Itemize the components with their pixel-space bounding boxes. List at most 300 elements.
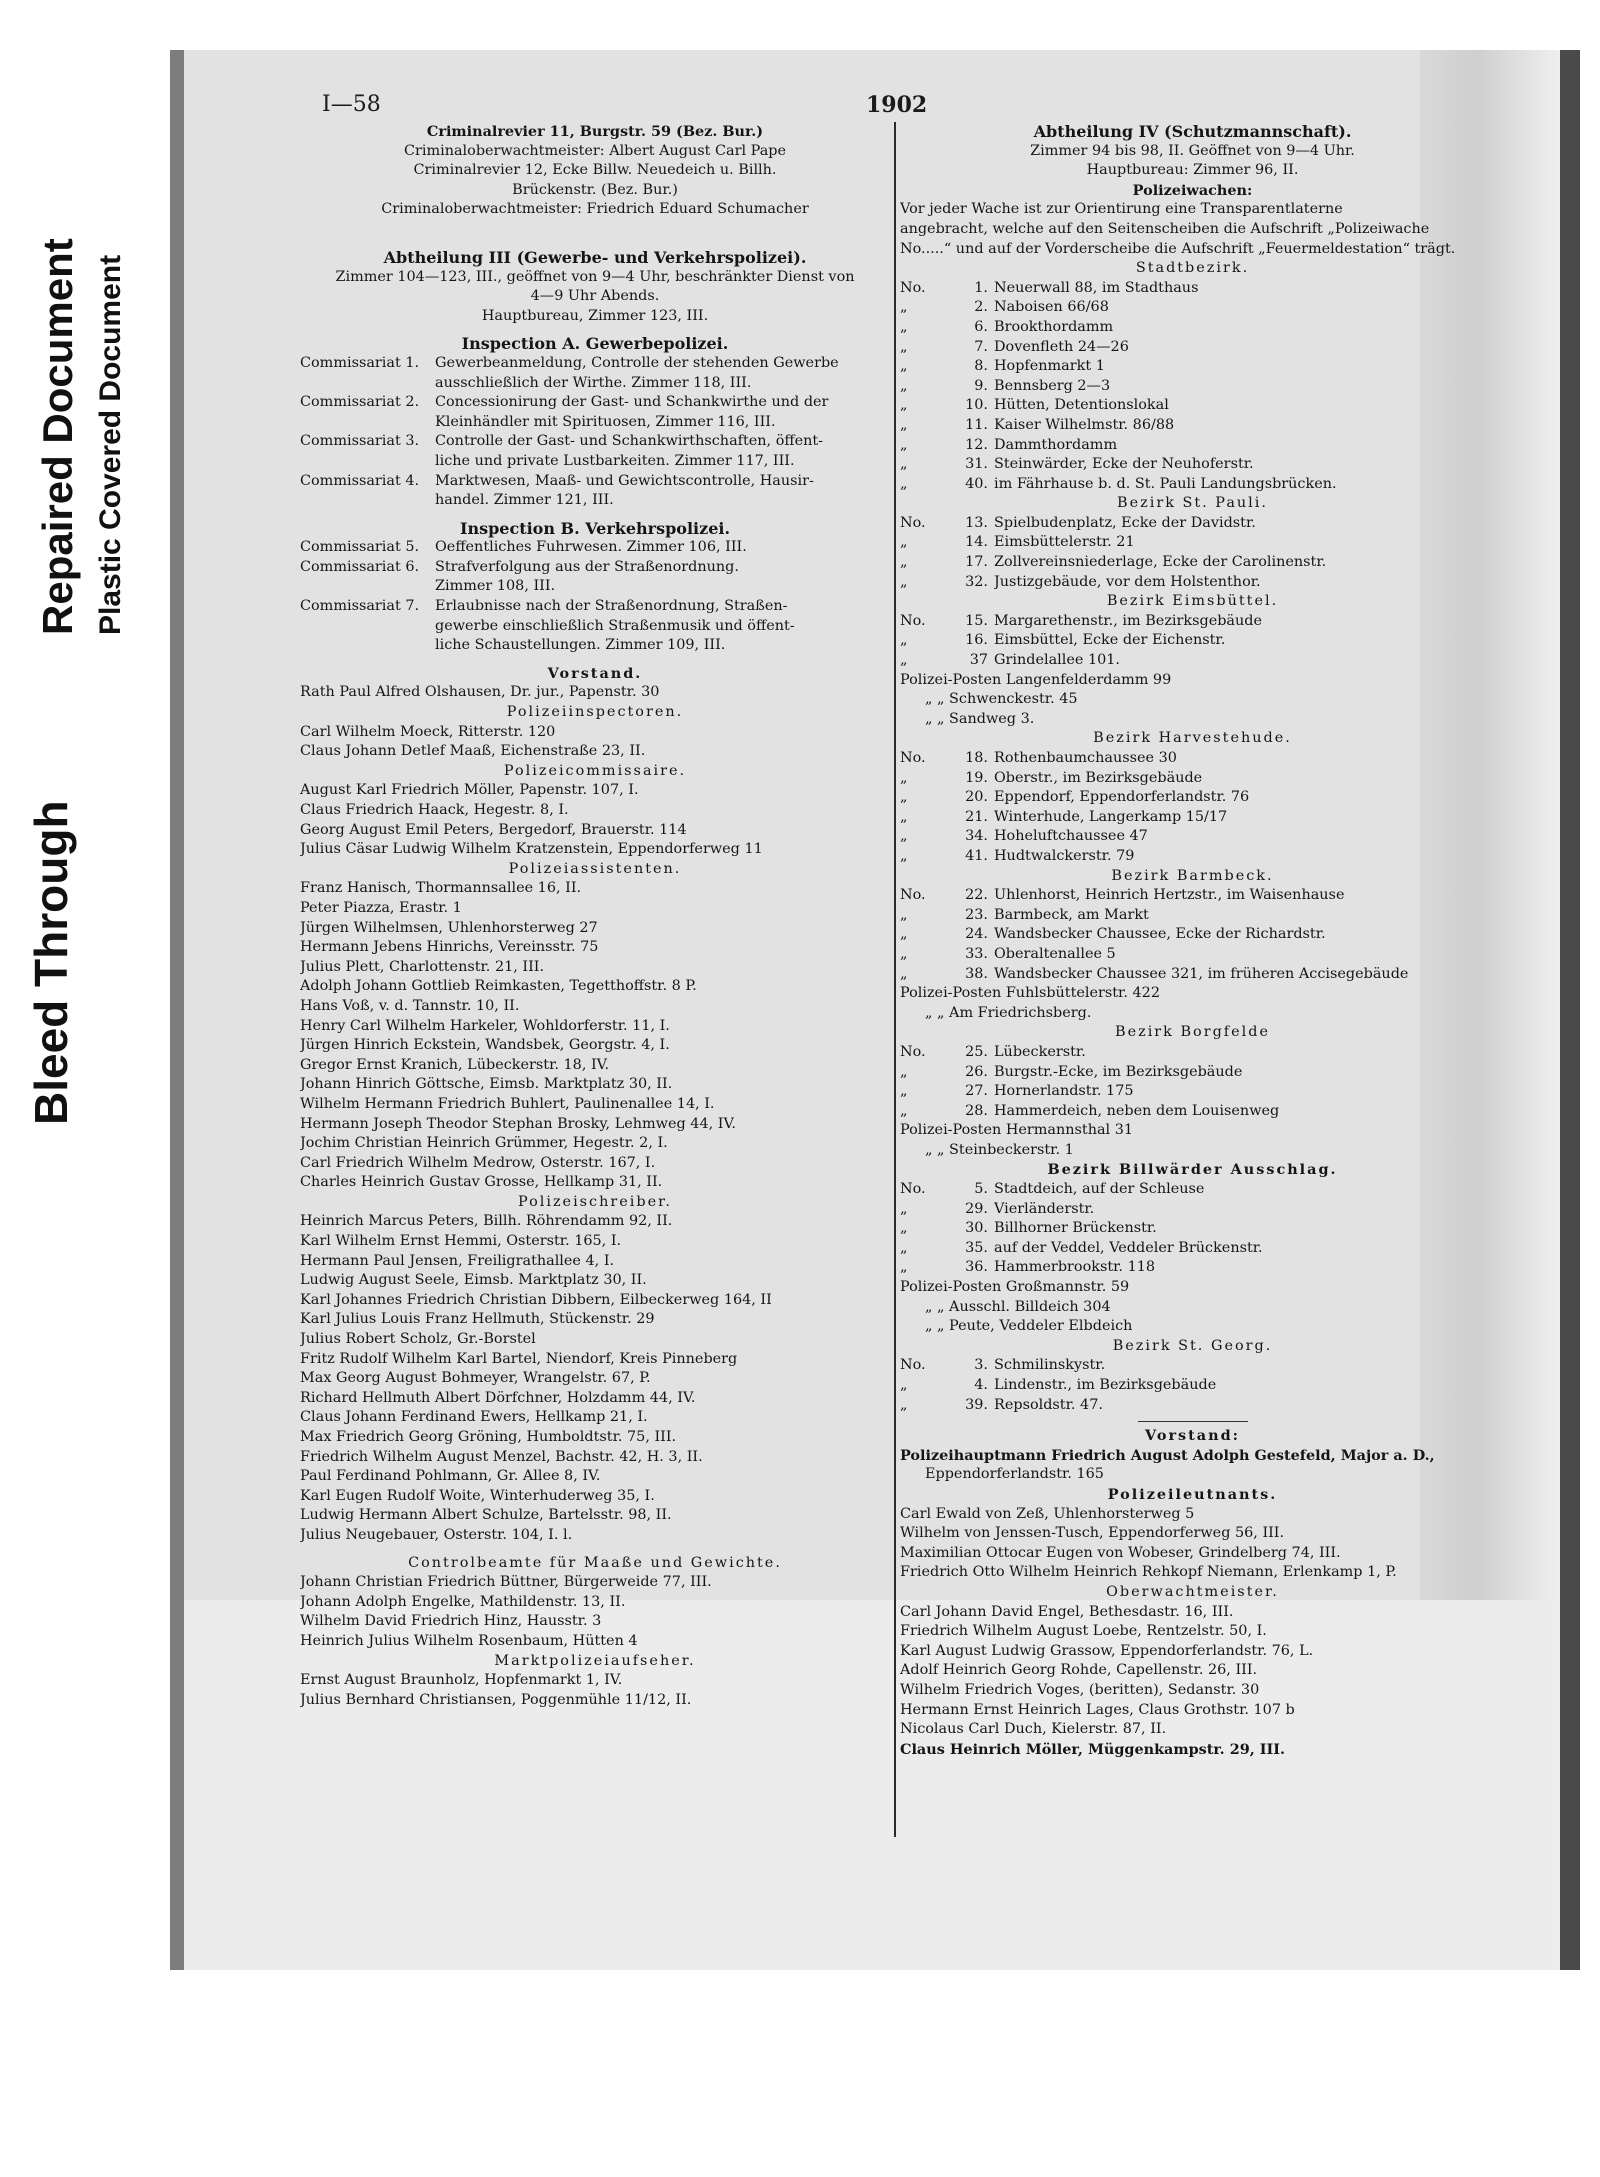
- station-prefix: „: [900, 377, 908, 394]
- commissariat-desc: Oeffentliches Fuhrwesen. Zimmer 106, III.: [435, 539, 747, 556]
- station-prefix: „: [900, 475, 908, 492]
- list-item: Wilhelm von Jenssen-Tusch, Eppendorferweg 56, III.: [900, 1525, 1285, 1542]
- station-prefix: „: [900, 926, 908, 943]
- station-number: 33.: [965, 945, 988, 962]
- section-heading: Polizeicommissaire.: [503, 762, 687, 779]
- text-line: Hauptbureau, Zimmer 123, III.: [481, 307, 709, 324]
- station-number: 26.: [965, 1063, 988, 1080]
- section-heading: Oberwachtmeister.: [1106, 1583, 1279, 1600]
- station-address: Hammerdeich, neben dem Louisenweg: [994, 1102, 1280, 1119]
- commissariat-desc: liche Schaustellungen. Zimmer 109, III.: [435, 637, 726, 654]
- commissariat-desc: Concessionirung der Gast- und Schankwirthe und der: [435, 394, 829, 411]
- station-address: Eimsbüttelerstr. 21: [994, 534, 1135, 551]
- list-item: Claus Johann Detlef Maaß, Eichenstraße 23, II.: [300, 743, 646, 760]
- station-number: 19.: [965, 769, 988, 786]
- list-item: [300, 452, 890, 472]
- station-number: 24.: [965, 926, 988, 943]
- station-prefix: „: [900, 1102, 908, 1119]
- section-heading: Controlbeamte für Maaße und Gewichte.: [408, 1554, 782, 1571]
- list-item: „ „ Steinbeckerstr. 1: [925, 1141, 1074, 1158]
- section-heading: Polizeileutnants.: [1107, 1485, 1278, 1503]
- list-item: [900, 436, 1485, 456]
- list-item: [900, 1258, 1485, 1278]
- list-item: [900, 1180, 1485, 1200]
- text-line: Vor jeder Wache ist zur Orientirung eine Transparentlaterne: [900, 201, 1343, 218]
- list-item: [900, 475, 1485, 495]
- list-item: „ „ Am Friedrichsberg.: [925, 1004, 1092, 1021]
- text-line: Criminalrevier 11, Burgstr. 59 (Bez. Bur.): [426, 123, 764, 140]
- list-item: Wilhelm Friedrich Voges, (beritten), Sedanstr. 30: [900, 1681, 1260, 1698]
- text-line: Polizeihauptmann Friedrich August Adolph Gestefeld, Major a. D.,: [900, 1446, 1435, 1464]
- list-item: Polizei-Posten Fuhlsbüttelerstr. 422: [900, 985, 1160, 1002]
- station-number: 1.: [974, 279, 988, 296]
- station-address: Hopfenmarkt 1: [994, 358, 1105, 375]
- list-item: Carl Friedrich Wilhelm Medrow, Osterstr. 167, I.: [300, 1154, 656, 1171]
- station-address: Lindenstr., im Bezirksgebäude: [994, 1377, 1217, 1393]
- text-line: Zimmer 94 bis 98, II. Geöffnet von 9—4 Uhr.: [1030, 142, 1355, 159]
- station-number: 9.: [974, 377, 988, 394]
- list-item: [900, 631, 1485, 651]
- list-item: Claus Heinrich Möller, Müggenkampstr. 29, III.: [900, 1740, 1285, 1758]
- station-address: Burgstr.-Ecke, im Bezirksgebäude: [994, 1063, 1243, 1080]
- section-heading: Polizeiassistenten.: [508, 860, 682, 877]
- station-address: Naboisen 66/68: [994, 299, 1109, 316]
- station-address: auf der Veddel, Veddeler Brückenstr.: [994, 1239, 1263, 1256]
- list-item: Karl Eugen Rudolf Woite, Winterhuderweg 35, I.: [300, 1487, 655, 1504]
- section-heading: Bezirk Barmbeck.: [1111, 867, 1274, 884]
- station-prefix: „: [900, 965, 908, 982]
- station-prefix: „: [900, 1083, 908, 1100]
- station-prefix: „: [900, 789, 908, 806]
- list-item: [300, 413, 890, 433]
- station-number: 16.: [965, 632, 988, 649]
- list-item: Jürgen Hinrich Eckstein, Wandsbek, Georgstr. 4, I.: [300, 1037, 670, 1054]
- section-heading: Bezirk St. Georg.: [1112, 1337, 1273, 1354]
- list-item: „ „ Peute, Veddeler Elbdeich: [925, 1318, 1133, 1335]
- section-heading: Marktpolizeiaufseher.: [494, 1652, 696, 1669]
- commissariat-desc: Kleinhändler mit Spirituosen, Zimmer 116, III.: [435, 413, 776, 430]
- list-item: Jürgen Wilhelmsen, Uhlenhorsterweg 27: [300, 919, 598, 936]
- list-item: Wilhelm David Friedrich Hinz, Hausstr. 3: [300, 1613, 602, 1630]
- station-number: 22.: [965, 887, 988, 904]
- list-item: [900, 1376, 1485, 1396]
- station-prefix: „: [900, 1377, 908, 1393]
- list-item: [900, 808, 1485, 828]
- station-address: Hoheluftchaussee 47: [994, 828, 1148, 845]
- list-item: Julius Neugebauer, Osterstr. 104, I. l.: [300, 1526, 573, 1543]
- list-item: [300, 558, 890, 578]
- station-number: 38.: [965, 965, 988, 982]
- commissariat-label: [300, 636, 435, 656]
- list-item: [300, 597, 890, 617]
- list-item: Claus Johann Ferdinand Ewers, Hellkamp 21, I.: [300, 1409, 648, 1426]
- list-item: [300, 577, 890, 597]
- station-prefix: No.: [900, 514, 926, 531]
- station-number: 29.: [965, 1200, 988, 1217]
- station-address: Hammerbrookstr. 118: [994, 1259, 1156, 1276]
- station-number: 32.: [965, 573, 988, 590]
- station-address: Bennsberg 2—3: [994, 377, 1111, 394]
- list-item: [900, 1063, 1485, 1083]
- list-item: Heinrich Marcus Peters, Billh. Röhrendamm 92, II.: [300, 1213, 673, 1230]
- list-item: Johann Adolph Engelke, Mathildenstr. 13, II.: [300, 1593, 626, 1610]
- list-item: Karl Wilhelm Ernst Hemmi, Osterstr. 165, I.: [300, 1233, 622, 1250]
- station-number: 21.: [965, 808, 988, 825]
- station-address: Billhorner Brückenstr.: [994, 1220, 1157, 1237]
- station-number: 8.: [974, 358, 988, 375]
- station-address: Eimsbüttel, Ecke der Eichenstr.: [994, 632, 1226, 649]
- section-heading: Bezirk St. Pauli.: [1117, 495, 1268, 512]
- station-number: 37: [969, 652, 988, 669]
- list-item: Karl August Ludwig Grassow, Eppendorferlandstr. 76, L.: [900, 1642, 1314, 1659]
- list-item: Polizei-Posten Langenfelderdamm 99: [900, 671, 1172, 688]
- list-item: Karl Johannes Friedrich Christian Dibbern, Eilbeckerweg 164, II: [300, 1291, 772, 1308]
- list-item: [900, 1219, 1485, 1239]
- commissariat-desc: Marktwesen, Maaß- und Gewichtscontrolle, Hausir-: [435, 472, 814, 489]
- list-item: Hans Voß, v. d. Tannstr. 10, II.: [300, 997, 520, 1014]
- text-line: Eppendorferlandstr. 165: [925, 1466, 1104, 1483]
- section-heading: Polizeischreiber.: [518, 1193, 672, 1210]
- station-prefix: No.: [900, 1043, 926, 1060]
- commissariat-label: [300, 491, 435, 511]
- list-item: [900, 396, 1485, 416]
- page-number: I—58: [322, 92, 381, 117]
- column-divider: [894, 122, 896, 1837]
- station-number: 4.: [974, 1377, 988, 1393]
- station-prefix: „: [900, 397, 908, 414]
- commissariat-label: Commissariat 5.: [300, 539, 420, 556]
- station-number: 35.: [965, 1239, 988, 1256]
- list-item: Fritz Rudolf Wilhelm Karl Bartel, Niendorf, Kreis Pinneberg: [300, 1350, 738, 1367]
- list-item: Claus Friedrich Haack, Hegestr. 8, I.: [300, 802, 569, 818]
- list-item: Adolf Heinrich Georg Rohde, Capellenstr. 26, III.: [900, 1662, 1258, 1679]
- station-prefix: „: [900, 1200, 908, 1217]
- scan-border-right: [1560, 50, 1580, 1970]
- list-item: Adolph Johann Gottlieb Reimkasten, Tegetthoffstr. 8 P.: [300, 978, 697, 995]
- list-item: [900, 827, 1485, 847]
- station-number: 23.: [965, 906, 988, 923]
- station-prefix: „: [900, 358, 908, 375]
- list-item: August Karl Friedrich Möller, Papenstr. 107, I.: [300, 782, 639, 799]
- station-address: Margarethenstr., im Bezirksgebäude: [994, 612, 1263, 629]
- station-number: 28.: [965, 1102, 988, 1119]
- label-bleed-through: Bleed Through: [25, 800, 77, 1125]
- text-line: Brückenstr. (Bez. Bur.): [512, 181, 678, 198]
- list-item: [900, 788, 1485, 808]
- station-number: 6.: [974, 318, 988, 335]
- station-address: Justizgebäude, vor dem Holstenthor.: [994, 573, 1261, 590]
- list-item: [900, 338, 1485, 358]
- list-item: Friedrich Wilhelm August Loebe, Rentzelstr. 50, I.: [900, 1623, 1267, 1640]
- commissariat-label: [300, 452, 435, 472]
- list-item: [900, 1356, 1485, 1376]
- list-item: Heinrich Julius Wilhelm Rosenbaum, Hütten 4: [300, 1632, 638, 1649]
- station-address: Spielbudenplatz, Ecke der Davidstr.: [994, 514, 1256, 531]
- list-item: [900, 612, 1485, 632]
- commissariat-desc: gewerbe einschließlich Straßenmusik und öffent-: [435, 617, 795, 634]
- list-item: [900, 514, 1485, 534]
- list-item: [900, 769, 1485, 789]
- commissariat-desc: Zimmer 108, III.: [435, 578, 556, 595]
- station-number: 31.: [965, 456, 988, 473]
- text-line: Hauptbureau: Zimmer 96, II.: [1086, 162, 1299, 179]
- commissariat-label: [300, 413, 435, 433]
- list-item: „ „ Schwenckestr. 45: [925, 691, 1078, 708]
- list-item: [300, 538, 890, 558]
- station-prefix: „: [900, 456, 908, 473]
- list-item: Max Georg August Bohmeyer, Wrangelstr. 67, P.: [300, 1370, 651, 1387]
- station-prefix: „: [900, 769, 908, 786]
- station-address: Schmilinskystr.: [994, 1357, 1106, 1374]
- list-item: [900, 573, 1485, 593]
- list-item: Polizei-Posten Hermannsthal 31: [900, 1122, 1134, 1139]
- section-heading: Inspection B. Verkehrspolizei.: [459, 518, 731, 538]
- commissariat-label: [300, 617, 435, 637]
- station-address: Wandsbecker Chaussee, Ecke der Richardstr.: [994, 926, 1326, 943]
- list-item: Hermann Paul Jensen, Freiligrathallee 4, I.: [300, 1252, 615, 1269]
- list-item: Carl Johann David Engel, Bethesdastr. 16, III.: [900, 1603, 1234, 1620]
- list-item: Friedrich Otto Wilhelm Heinrich Rehkopf Niemann, Erlenkamp 1, P.: [900, 1564, 1397, 1581]
- commissariat-desc: Controlle der Gast- und Schankwirthschaften, öffent-: [435, 433, 824, 450]
- station-number: 12.: [965, 436, 988, 453]
- commissariat-label: Commissariat 1.: [300, 354, 420, 371]
- section-heading: Bezirk Eimsbüttel.: [1106, 593, 1279, 610]
- list-item: Henry Carl Wilhelm Harkeler, Wohldorferstr. 11, I.: [300, 1017, 670, 1034]
- list-item: [900, 455, 1485, 475]
- section-heading: Abtheilung III (Gewerbe- und Verkehrspolizei).: [383, 247, 807, 267]
- text-line: Criminaloberwachtmeister: Friedrich Eduard Schumacher: [381, 201, 809, 218]
- station-address: Dovenfleth 24—26: [994, 338, 1129, 355]
- station-prefix: „: [900, 1239, 908, 1256]
- section-heading: Polizeiwachen:: [1132, 181, 1253, 199]
- station-number: 18.: [965, 750, 988, 766]
- station-prefix: „: [900, 573, 908, 590]
- list-item: [300, 393, 890, 413]
- station-address: Oberaltenallee 5: [994, 945, 1116, 962]
- commissariat-label: Commissariat 3.: [300, 433, 420, 450]
- commissariat-desc: Strafverfolgung aus der Straßenordnung.: [435, 558, 739, 575]
- list-item: Charles Heinrich Gustav Grosse, Hellkamp 31, II.: [300, 1174, 663, 1191]
- list-item: [900, 651, 1485, 671]
- list-item: Jochim Christian Heinrich Grümmer, Hegestr. 2, I.: [300, 1135, 668, 1152]
- list-item: [900, 533, 1485, 553]
- station-number: 34.: [965, 828, 988, 845]
- station-number: 7.: [974, 338, 988, 355]
- section-heading: Inspection A. Gewerbepolizei.: [461, 334, 729, 354]
- station-prefix: „: [900, 847, 908, 864]
- text-line: No.....“ und auf der Vorderscheibe die Aufschrift „Feuermeldestation“ trägt.: [900, 240, 1456, 257]
- station-number: 15.: [965, 612, 988, 629]
- list-item: [900, 298, 1485, 318]
- text-line: Rath Paul Alfred Olshausen, Dr. jur., Papenstr. 30: [300, 684, 660, 701]
- list-item: Nicolaus Carl Duch, Kielerstr. 87, II.: [900, 1721, 1167, 1738]
- list-item: Ernst August Braunholz, Hopfenmarkt 1, IV.: [300, 1672, 623, 1689]
- list-item: [900, 906, 1485, 926]
- station-prefix: „: [900, 299, 908, 316]
- station-prefix: No.: [900, 750, 926, 766]
- station-address: Neuerwall 88, im Stadthaus: [994, 279, 1199, 296]
- list-item: Johann Christian Friedrich Büttner, Bürgerweide 77, III.: [300, 1574, 712, 1591]
- station-prefix: „: [900, 1259, 908, 1276]
- station-number: 20.: [965, 789, 988, 806]
- list-item: [900, 1043, 1485, 1063]
- list-item: Franz Hanisch, Thormannsallee 16, II.: [300, 880, 582, 897]
- list-item: „ „ Sandweg 3.: [925, 710, 1035, 727]
- station-number: 2.: [974, 299, 988, 316]
- list-item: Julius Cäsar Ludwig Wilhelm Kratzenstein, Eppendorferweg 11: [300, 841, 763, 858]
- list-item: Hermann Ernst Heinrich Lages, Claus Grothstr. 107 b: [900, 1701, 1295, 1718]
- station-address: Winterhude, Langerkamp 15/17: [994, 808, 1228, 825]
- station-address: Barmbeck, am Markt: [994, 906, 1149, 923]
- commissariat-desc: liche und private Lustbarkeiten. Zimmer 117, III.: [435, 452, 795, 469]
- section-heading: Vorstand.: [547, 664, 643, 682]
- section-rule: [1138, 1421, 1248, 1422]
- commissariat-desc: ausschließlich der Wirthe. Zimmer 118, III.: [435, 374, 752, 391]
- list-item: Max Friedrich Georg Gröning, Humboldtstr. 75, III.: [300, 1429, 677, 1445]
- station-prefix: No.: [900, 887, 926, 904]
- station-number: 13.: [965, 514, 988, 531]
- station-address: Eppendorf, Eppendorferlandstr. 76: [994, 789, 1250, 806]
- station-prefix: „: [900, 1396, 908, 1413]
- list-item: [900, 945, 1485, 965]
- list-item: Wilhelm Hermann Friedrich Buhlert, Paulinenallee 14, I.: [300, 1095, 715, 1112]
- list-item: Carl Wilhelm Moeck, Ritterstr. 120: [300, 723, 556, 740]
- station-prefix: „: [900, 808, 908, 825]
- commissariat-desc: Erlaubnisse nach der Straßenordnung, Straßen-: [435, 598, 788, 615]
- station-number: 3.: [974, 1357, 988, 1374]
- list-item: [900, 1082, 1485, 1102]
- list-item: [300, 374, 890, 394]
- label-repaired-document: Repaired Document: [34, 238, 81, 635]
- page-year: 1902: [866, 92, 928, 118]
- station-number: 14.: [965, 534, 988, 551]
- station-address: Brookthordamm: [994, 318, 1114, 335]
- station-address: Rothenbaumchaussee 30: [994, 750, 1177, 766]
- station-number: 41.: [965, 847, 988, 864]
- text-line: Zimmer 104—123, III., geöffnet von 9—4 Uhr, beschränkter Dienst von: [335, 268, 855, 285]
- list-item: Richard Hellmuth Albert Dörfchner, Holzdamm 44, IV.: [300, 1389, 696, 1406]
- list-item: [900, 749, 1485, 769]
- station-prefix: „: [900, 652, 908, 669]
- list-item: Polizei-Posten Großmannstr. 59: [900, 1279, 1130, 1296]
- list-item: [900, 279, 1485, 299]
- commissariat-label: Commissariat 2.: [300, 394, 420, 411]
- section-heading: Polizeiinspectoren.: [506, 704, 684, 721]
- commissariat-label: Commissariat 7.: [300, 598, 420, 615]
- station-address: Oberstr., im Bezirksgebäude: [994, 769, 1203, 786]
- list-item: [900, 925, 1485, 945]
- station-address: Zollvereinsniederlage, Ecke der Carolinenstr.: [994, 554, 1327, 571]
- list-item: [300, 617, 890, 637]
- station-prefix: „: [900, 318, 908, 335]
- station-number: 11.: [965, 416, 988, 433]
- list-item: [900, 1239, 1485, 1259]
- station-prefix: „: [900, 828, 908, 845]
- list-item: Ludwig Hermann Albert Schulze, Bartelsstr. 98, II.: [300, 1507, 672, 1524]
- station-number: 40.: [965, 475, 988, 492]
- commissariat-label: Commissariat 4.: [300, 472, 420, 489]
- section-heading: Bezirk Borgfelde: [1115, 1024, 1270, 1041]
- list-item: [900, 965, 1485, 985]
- station-address: Hütten, Detentionslokal: [994, 397, 1169, 414]
- station-address: Stadtdeich, auf der Schleuse: [994, 1181, 1205, 1198]
- list-item: [300, 472, 890, 492]
- station-address: Wandsbecker Chaussee 321, im früheren Accisegebäude: [994, 965, 1409, 982]
- section-heading: Bezirk Harvestehude.: [1093, 730, 1292, 747]
- section-heading: Vorstand:: [1145, 1427, 1240, 1445]
- station-prefix: „: [900, 945, 908, 962]
- station-address: Grindelallee 101.: [994, 652, 1121, 669]
- list-item: [900, 886, 1485, 906]
- station-prefix: „: [900, 1063, 908, 1080]
- list-item: Paul Ferdinand Pohlmann, Gr. Allee 8, IV.: [300, 1468, 601, 1485]
- list-item: [300, 636, 890, 656]
- text-line: Criminalrevier 12, Ecke Billw. Neuedeich u. Billh.: [413, 162, 777, 179]
- list-item: Karl Julius Louis Franz Hellmuth, Stückenstr. 29: [300, 1311, 655, 1328]
- list-item: Carl Ewald von Zeß, Uhlenhorsterweg 5: [900, 1505, 1195, 1522]
- left-column: [300, 122, 890, 1710]
- commissariat-label: [300, 577, 435, 597]
- station-number: 39.: [965, 1396, 988, 1413]
- station-address: Lübeckerstr.: [994, 1043, 1086, 1060]
- station-prefix: No.: [900, 1181, 926, 1198]
- list-item: [900, 318, 1485, 338]
- scan-border-left: [170, 50, 184, 1970]
- station-number: 17.: [965, 554, 988, 571]
- text-line: Criminaloberwachtmeister: Albert August Carl Pape: [403, 142, 787, 159]
- station-prefix: „: [900, 554, 908, 571]
- station-prefix: No.: [900, 1357, 926, 1374]
- list-item: Maximilian Ottocar Eugen von Wobeser, Grindelberg 74, III.: [900, 1544, 1341, 1561]
- list-item: Peter Piazza, Erastr. 1: [300, 899, 462, 916]
- commissariat-label: [300, 374, 435, 394]
- commissariat-desc: Gewerbeanmeldung, Controlle der stehenden Gewerbe: [435, 354, 839, 371]
- list-item: [300, 432, 890, 452]
- station-address: Vierländerstr.: [994, 1200, 1095, 1217]
- list-item: Julius Bernhard Christiansen, Poggenmühle 11/12, II.: [300, 1691, 692, 1708]
- commissariat-desc: handel. Zimmer 121, III.: [435, 492, 614, 509]
- label-plastic-covered: Plastic Covered Document: [94, 254, 127, 635]
- station-address: Hornerlandstr. 175: [994, 1083, 1134, 1100]
- station-prefix: „: [900, 534, 908, 551]
- station-address: Hudtwalckerstr. 79: [994, 847, 1135, 864]
- list-item: Ludwig August Seele, Eimsb. Marktplatz 30, II.: [300, 1272, 647, 1289]
- list-item: [900, 377, 1485, 397]
- station-address: im Fährhause b. d. St. Pauli Landungsbrücken.: [994, 475, 1337, 492]
- text-line: angebracht, welche auf den Seitenscheiben die Aufschrift „Polizeiwache: [900, 220, 1430, 237]
- list-item: Johann Hinrich Göttsche, Eimsb. Marktplatz 30, II.: [300, 1076, 673, 1093]
- list-item: Georg August Emil Peters, Bergedorf, Brauerstr. 114: [300, 821, 687, 838]
- station-prefix: „: [900, 906, 908, 923]
- list-item: [900, 1200, 1485, 1220]
- list-item: Hermann Joseph Theodor Stephan Brosky, Lehmweg 44, IV.: [300, 1115, 736, 1132]
- station-number: 5.: [974, 1181, 988, 1198]
- list-item: [900, 1102, 1485, 1122]
- list-item: Julius Robert Scholz, Gr.-Borstel: [300, 1331, 536, 1348]
- list-item: [300, 354, 890, 374]
- station-address: Steinwärder, Ecke der Neuhoferstr.: [994, 456, 1254, 473]
- station-prefix: „: [900, 436, 908, 453]
- right-column: [900, 122, 1485, 1759]
- station-prefix: „: [900, 416, 908, 433]
- list-item: [900, 553, 1485, 573]
- section-heading: Abtheilung IV (Schutzmannschaft).: [1033, 122, 1352, 141]
- section-heading: Bezirk Billwärder Ausschlag.: [1047, 1161, 1338, 1179]
- list-item: [900, 357, 1485, 377]
- station-prefix: No.: [900, 279, 926, 296]
- list-item: Friedrich Wilhelm August Menzel, Bachstr. 42, H. 3, II.: [300, 1448, 703, 1465]
- station-prefix: „: [900, 632, 908, 649]
